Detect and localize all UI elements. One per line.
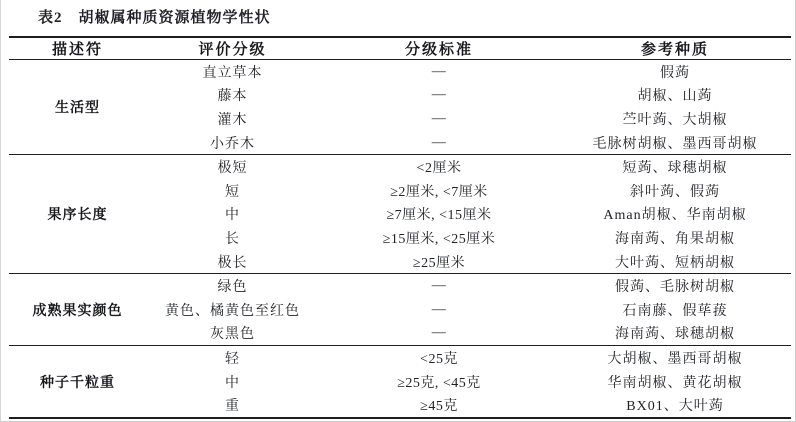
grade-cell: 灌木	[217, 112, 248, 128]
grade-cell: 中	[225, 208, 240, 224]
reference-cell: 假蒟	[660, 65, 690, 81]
standard-cell: —	[431, 87, 447, 103]
reference-cell: 毛脉树胡椒、墨西哥胡椒	[559, 131, 791, 155]
reference-cell: 大叶蒟、短柄胡椒	[559, 250, 791, 274]
descriptor-cell: 种子千粒重	[9, 346, 146, 418]
descriptor-cell: 生活型	[9, 60, 146, 155]
descriptor-cell: 果序长度	[9, 155, 146, 274]
standard-cell: —	[319, 131, 559, 155]
grade-cell: 中	[225, 375, 240, 391]
reference-cell: 海南蒟、球穗胡椒	[559, 322, 791, 346]
reference-cell: 假蒟、毛脉树胡椒	[615, 280, 735, 296]
column-header-descriptor: 描述符	[9, 37, 146, 60]
table-row	[9, 60, 791, 84]
reference-cell: 苎叶蒟、大胡椒	[622, 112, 728, 128]
grade-cell: 黄色、橘黄色至红色	[165, 303, 300, 319]
descriptor-cell: 成熟果实颜色	[9, 274, 146, 346]
reference-cell: 石南藤、假荜菝	[622, 303, 728, 319]
table-body	[9, 60, 791, 418]
standard-cell: ≥2厘米, <7厘米	[390, 184, 488, 200]
grade-cell: 灰黑色	[146, 322, 319, 346]
table-row	[9, 274, 791, 298]
germplasm-traits-table	[9, 36, 791, 419]
grade-cell: 藤本	[217, 89, 248, 105]
table-caption	[38, 7, 795, 29]
column-header-reference: 参考种质	[559, 37, 791, 60]
grade-cell: 轻	[225, 351, 240, 367]
reference-cell: 华南胡椒、黄花胡椒	[607, 375, 743, 391]
standard-cell: <25克	[420, 351, 458, 367]
standard-cell: —	[319, 322, 559, 346]
grade-cell: 长	[225, 231, 240, 247]
standard-cell: ≥7厘米, <15厘米	[386, 208, 492, 224]
standard-cell: —	[431, 63, 447, 79]
table-row	[9, 155, 791, 179]
grade-cell: 极短	[217, 161, 248, 177]
reference-cell: 斜叶蒟、假蒟	[630, 184, 720, 200]
standard-cell: —	[431, 301, 447, 317]
standard-cell: ≥45克	[420, 399, 458, 415]
grade-cell: 小乔木	[146, 131, 319, 155]
reference-cell: 大胡椒、墨西哥胡椒	[607, 351, 743, 367]
standard-cell: —	[431, 110, 447, 126]
grade-cell: 绿色	[217, 280, 248, 296]
reference-cell: 海南蒟、角果胡椒	[615, 231, 735, 247]
column-header-standard: 分级标准	[319, 37, 559, 60]
reference-cell: 短蒟、球穗胡椒	[622, 161, 728, 177]
standard-cell: ≥25克, <45克	[397, 375, 481, 391]
reference-cell: BX01、大叶蒟	[626, 399, 724, 415]
table-row	[9, 346, 791, 370]
standard-cell: —	[431, 278, 447, 294]
table-header-row	[9, 37, 791, 60]
standard-cell: ≥15厘米, <25厘米	[382, 231, 496, 247]
table-caption-title: 胡椒属种质资源植物学性状	[78, 10, 271, 26]
grade-cell: 直立草本	[202, 65, 263, 81]
grade-cell: 极长	[146, 250, 319, 274]
column-header-grade: 评价分级	[146, 37, 319, 60]
table-caption-label: 表2	[38, 10, 63, 26]
reference-cell: Aman胡椒、华南胡椒	[603, 208, 747, 224]
standard-cell: <2厘米	[416, 161, 462, 177]
reference-cell: 胡椒、山蒟	[637, 89, 713, 105]
standard-cell: ≥25厘米	[319, 250, 559, 274]
grade-cell: 重	[225, 399, 240, 415]
grade-cell: 短	[225, 184, 240, 200]
